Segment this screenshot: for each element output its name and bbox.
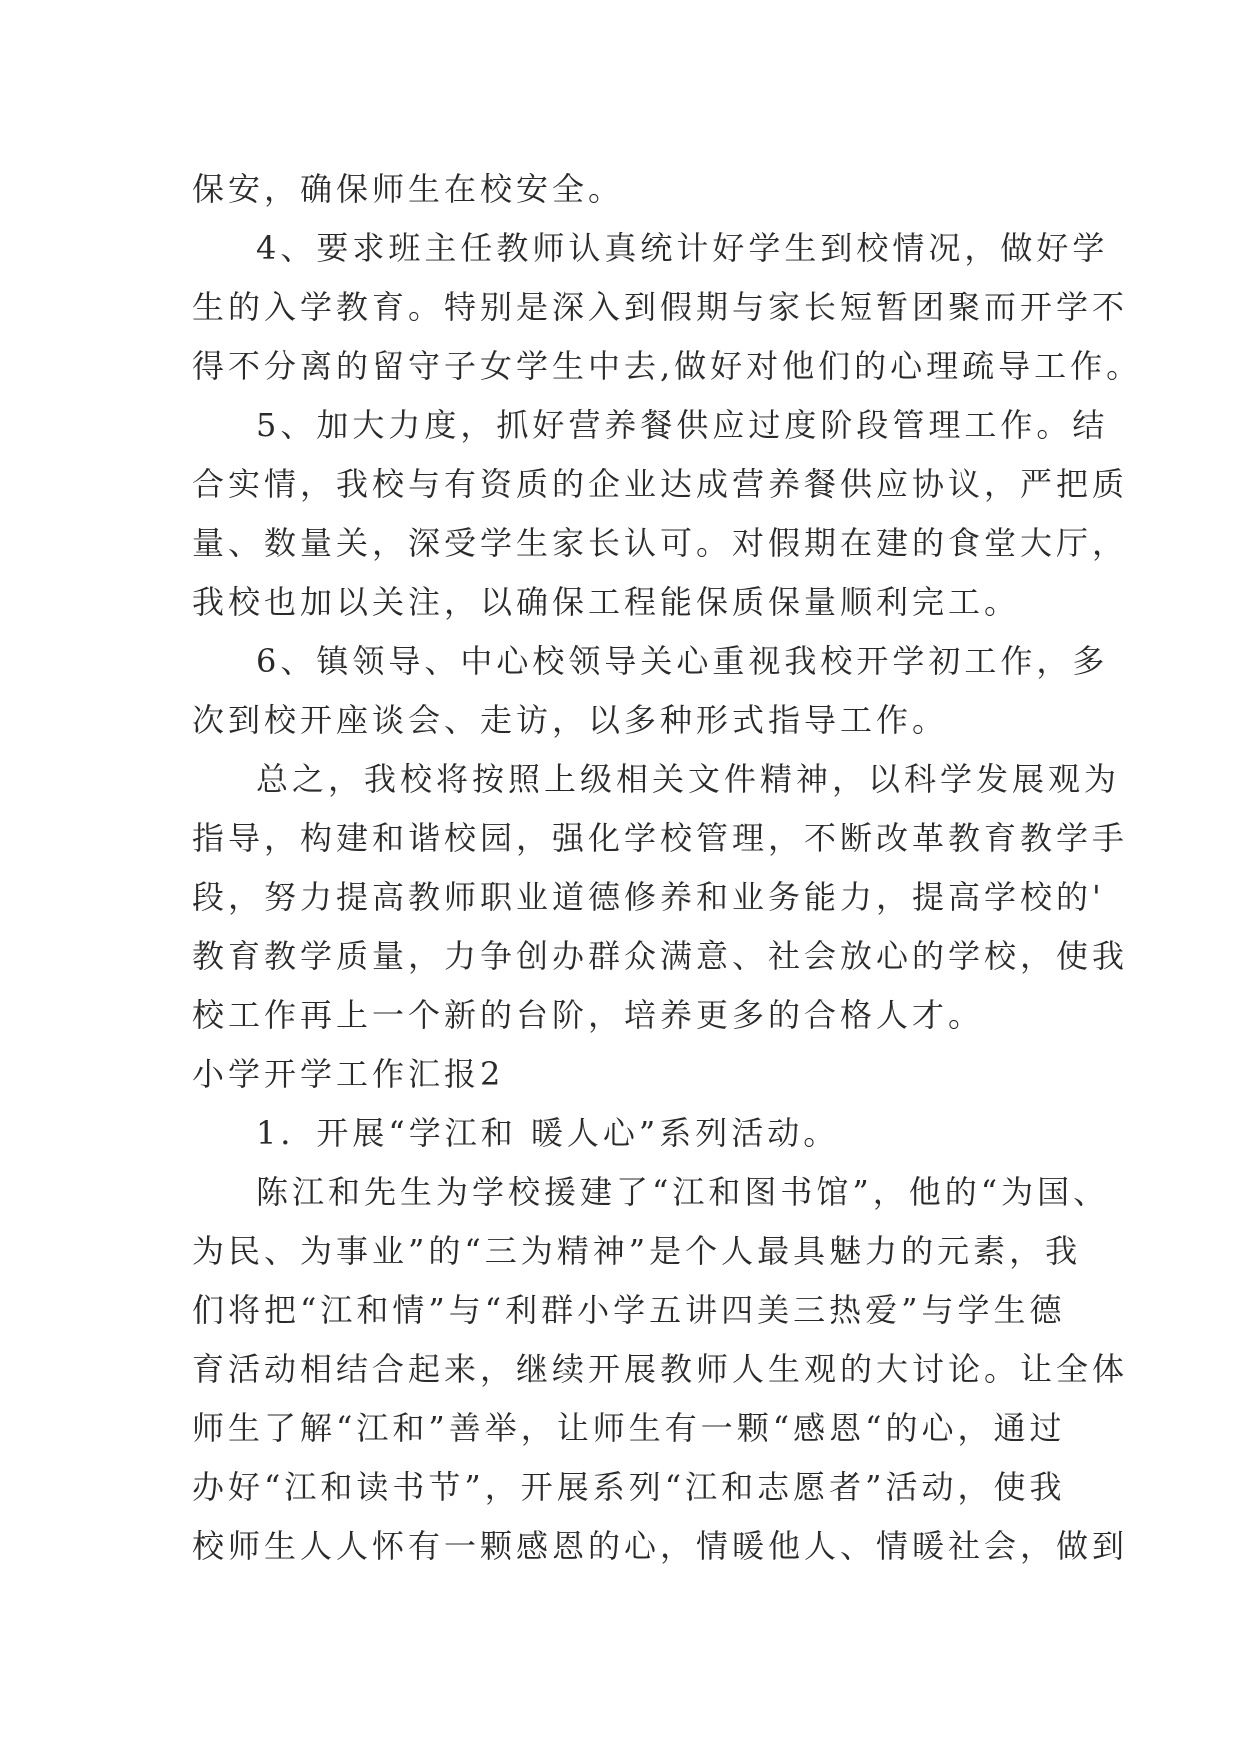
text-line: 4、要求班主任教师认真统计好学生到校情况，做好学: [256, 229, 1109, 267]
text-line: 我校也加以关注，以确保工程能保质保量顺利完工。: [192, 583, 1021, 621]
text-line: 指导，构建和谐校园，强化学校管理，不断改革教育教学手: [192, 819, 1129, 857]
text-line: 陈江和先生为学校援建了“江和图书馆”，他的“为国、: [256, 1173, 1110, 1211]
text-line: 为民、为事业”的“三为精神”是个人最具魅力的元素，我: [192, 1232, 1082, 1270]
text-line: 育活动相结合起来，继续开展教师人生观的大讨论。让全体: [192, 1350, 1129, 1388]
text-line: 生的入学教育。特别是深入到假期与家长短暂团聚而开学不: [192, 288, 1129, 326]
text-line: 保安，确保师生在校安全。: [192, 170, 625, 208]
text-line: 们将把“江和情”与“利群小学五讲四美三热爱”与学生德: [192, 1291, 1066, 1329]
text-line: 次到校开座谈会、走访，以多种形式指导工作。: [192, 701, 949, 739]
text-line: 6、镇领导、中心校领导关心重视我校开学初工作，多: [256, 642, 1109, 680]
text-line: 教育教学质量，力争创办群众满意、社会放心的学校，使我: [192, 937, 1129, 975]
text-line: 小学开学工作汇报2: [192, 1055, 505, 1093]
text-line: 得不分离的留守子女学生中去,做好对他们的心理疏导工作。: [192, 347, 1143, 385]
text-line: 1．开展“学江和 暖人心”系列活动。: [256, 1114, 840, 1152]
text-line: 合实情，我校与有资质的企业达成营养餐供应协议，严把质: [192, 465, 1129, 503]
document-body: [192, 160, 1143, 1576]
text-line: 段，努力提高教师职业道德修养和业务能力，提高学校的': [192, 878, 1105, 916]
text-line: 师生了解“江和”善举，让师生有一颗“感恩“的心，通过: [192, 1409, 1066, 1447]
text-line: 办好“江和读书节”，开展系列“江和志愿者”活动，使我: [192, 1468, 1066, 1506]
text-line: 5、加大力度，抓好营养餐供应过度阶段管理工作。结: [256, 406, 1109, 444]
text-line: 量、数量关，深受学生家长认可。对假期在建的食堂大厅，: [192, 524, 1129, 562]
text-line: 校师生人人怀有一颗感恩的心，情暖他人、情暖社会，做到: [192, 1527, 1129, 1565]
text-line: 校工作再上一个新的台阶，培养更多的合格人才。: [192, 996, 985, 1034]
text-line: 总之，我校将按照上级相关文件精神，以科学发展观为: [256, 760, 1121, 798]
